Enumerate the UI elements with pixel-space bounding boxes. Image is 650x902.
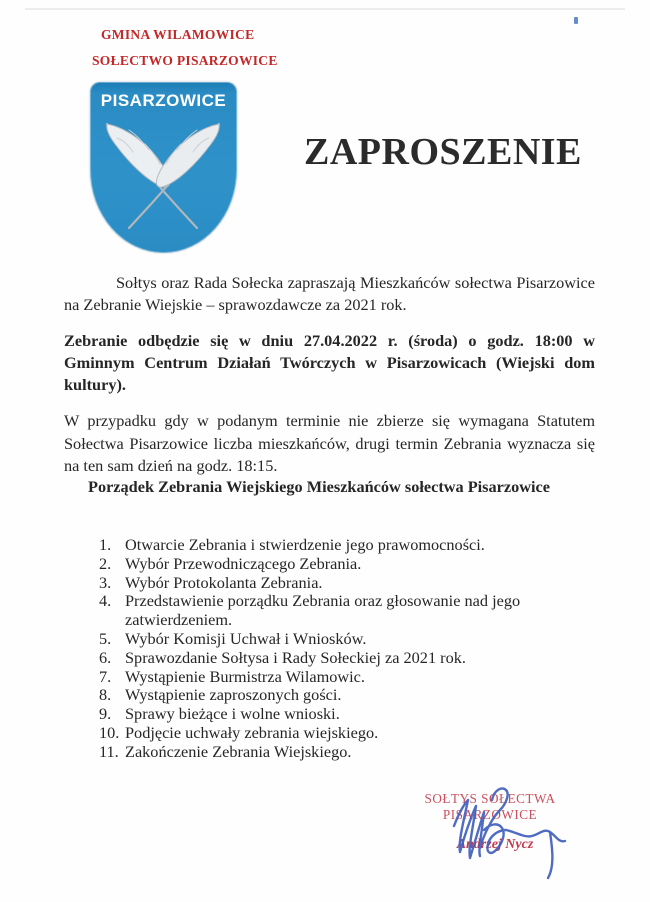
handwritten-signature [430,786,575,886]
agenda-item-number: 8. [99,685,112,705]
scan-artifact-line [25,8,625,10]
agenda-item-number: 7. [99,666,112,686]
agenda-item-text: Sprawozdanie Sołtysa i Rady Sołeckiej za 2021 rok. [125,647,466,667]
agenda-item-text: Przedstawienie porządku Zebrania oraz głosowanie nad jego zatwierdzeniem. [125,591,521,630]
meeting-date-paragraph: Zebranie odbędzie się w dniu 27.04.2022 r. (środa) o godz. 18:00 w Gminnym Centrum Działań Twórczych w Pisarzowicach (Wiejski dom kultury). [64,330,595,395]
agenda-item-text: Wystąpienie zaproszonych gości. [125,685,342,705]
agenda-item-text: Podjęcie uchwały zebrania wiejskiego. [125,722,379,742]
agenda-heading: Porządek Zebrania Wiejskiego Mieszkańców sołectwa Pisarzowice [88,477,550,496]
village-header: SOŁECTWO PISARZOWICE [92,53,278,68]
agenda-item [99,668,577,687]
agenda-item [99,574,577,593]
agenda-item-text: Wystąpienie Burmistrza Wilamowic. [125,666,365,686]
agenda-item [99,536,577,555]
municipality-header: GMINA WILAMOWICE [101,27,255,42]
agenda-item [99,649,577,668]
agenda-item-text: Zakończenie Zebrania Wiejskiego. [125,741,352,761]
agenda-item-text: Wybór Przewodniczącego Zebrania. [125,553,362,573]
agenda-item-number: 2. [99,553,112,573]
agenda-item-text: Otwarcie Zebrania i stwierdzenie jego prawomocności. [125,535,485,554]
agenda-item [99,724,577,743]
agenda-item-number: 3. [99,572,112,592]
agenda-item-number: 4. [99,591,112,611]
agenda-item [99,743,577,762]
scan-artifact-dot [574,17,578,24]
agenda-item-number: 5. [99,628,112,648]
signer-name: Andrzej Nycz [456,837,534,852]
agenda-list [99,536,577,762]
agenda-item [99,686,577,705]
agenda-item-number: 11. [99,741,119,761]
stamp-line-2: PISARZOWICE [442,806,538,822]
intro-paragraph: Sołtys oraz Rada Sołecka zapraszają Mieszkańców sołectwa Pisarzowice na Zebranie Wiejskie – sprawozdawcze za 2021 rok. [64,273,595,315]
stamp-line-1: SOŁTYS SOŁECTWA [424,791,556,806]
agenda-item-text: Wybór Komisji Uchwał i Wniosków. [125,628,367,648]
document-title: ZAPROSZENIE [304,131,582,173]
agenda-item [99,555,577,574]
agenda-item-number: 9. [99,704,112,724]
crossed-feathers-icon [93,116,233,242]
agenda-item-text: Wybór Protokolanta Zebrania. [125,572,323,592]
coat-of-arms [90,82,237,253]
agenda-item-number: 10. [99,722,120,742]
crest-title: PISARZOWICE [100,91,227,110]
agenda-item-number: 6. [99,647,112,667]
agenda-item [99,630,577,649]
agenda-item [99,592,577,630]
second-term-paragraph: W przypadku gdy w podanym terminie nie zbierze się wymagana Statutem Sołectwa Pisarzowice liczba mieszkańców, drugi termin Zebrania wyznacza się na ten sam dzień na godz. 18:15. [64,411,595,476]
body-text [64,272,595,477]
agenda-item [99,705,577,724]
agenda-item-text: Sprawy bieżące i wolne wnioski. [125,704,340,724]
agenda-item-number: 1. [99,535,112,554]
